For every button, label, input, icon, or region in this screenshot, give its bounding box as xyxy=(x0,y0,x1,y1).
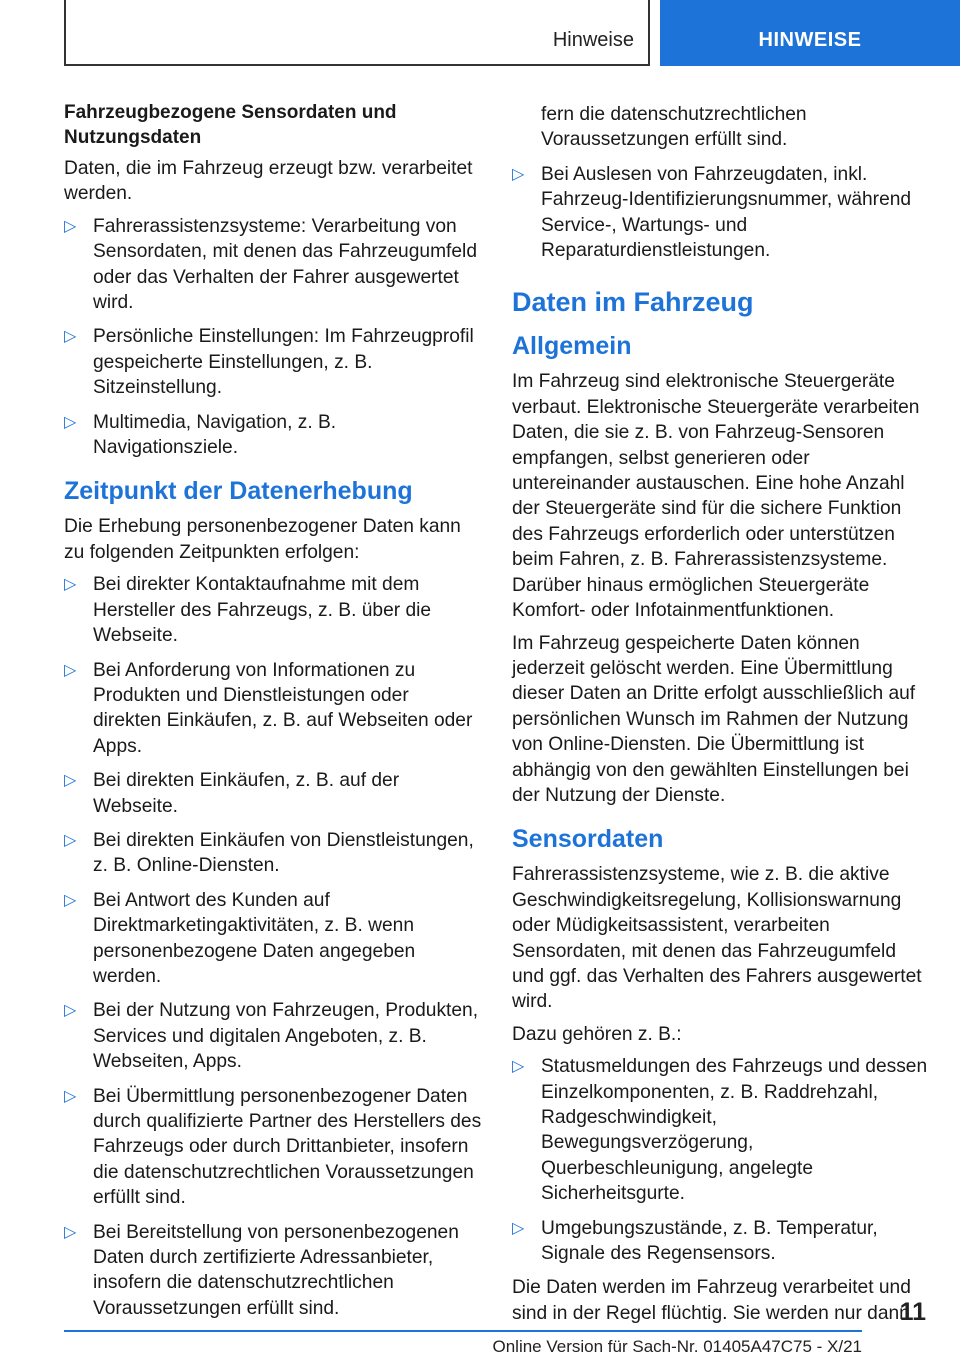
online-version-note: Online Version für Sach-Nr. 01405A47C75 - X/21 xyxy=(492,1337,862,1356)
triangle-bullet-icon: ▷ xyxy=(512,1058,525,1076)
list-item: ▷ Fahrerassistenzsysteme: Verarbeitung von Sensordaten, mit denen das Fahrzeugumfeld oder das Verhalten der Fahrer ausgewertet wird. xyxy=(64,215,477,314)
triangle-bullet-icon: ▷ xyxy=(64,661,77,679)
sensor-data-paragraph: Fahrerassistenzsysteme, wie z. B. die aktive Geschwindigkeitsregelung, Kollisionswarnung oder Müdigkeitsassistent, verarbeiten Sensordaten, mit denen das Fahrzeugumfeld und ggf. das Verhalten des Fahrers ausgewertet wird. xyxy=(512,864,922,1013)
sensor-usage-list xyxy=(64,214,482,461)
footer-divider xyxy=(64,1330,862,1332)
right-column xyxy=(512,102,932,1333)
processing-paragraph: Die Daten werden im Fahrzeug verarbeitet und sind in der Regel flüchtig. Sie werden nur dann xyxy=(512,1277,911,1324)
triangle-bullet-icon: ▷ xyxy=(64,1223,77,1241)
triangle-bullet-icon: ▷ xyxy=(64,576,77,594)
list-item: ▷ Persönliche Einstellungen: Im Fahrzeugprofil gespeicherte Einstellungen, z. B. Sitzeinstellung. xyxy=(64,326,474,399)
list-item: ▷ Bei Übermittlung personenbezogener Daten durch qualifizierte Partner des Herstellers des Fahrzeugs oder durch Drittanbieter, insofern die datenschutzrechtlichen Voraussetzungen erfüllt sind. xyxy=(64,1085,482,1209)
list-item: ▷ Bei Bereitstellung von personenbezogenen Daten durch zertifizierte Adressanbieter, insofern die datenschutzrechtlichen Voraussetzungen erfüllt sind. xyxy=(64,1221,459,1319)
list-item: ▷ Statusmeldungen des Fahrzeugs und dessen Einzelkomponenten, z. B. Raddrehzahl, Radgeschwindigkeit, Bewegungsverzögerung, Querbeschleunigung, angelegte Sicherheitsgurte. xyxy=(512,1056,928,1205)
collection-time-heading: Zeitpunkt der Datenerhebung xyxy=(64,477,413,506)
sensor-usage-heading: Fahrzeugbezogene Sensordaten und Nutzungsdaten xyxy=(64,102,397,148)
triangle-bullet-icon: ▷ xyxy=(64,413,77,431)
triangle-bullet-icon: ▷ xyxy=(64,1087,77,1105)
list-item: ▷ Bei Antwort des Kunden auf Direktmarketingaktivitäten, z. B. wenn personenbezogene Daten angegeben werden. xyxy=(64,889,416,987)
header-frame xyxy=(64,0,650,66)
vehicle-data-heading: Daten im Fahrzeug xyxy=(512,287,754,318)
triangle-bullet-icon: ▷ xyxy=(64,831,77,849)
list-item: ▷ Bei direkter Kontaktaufnahme mit dem Hersteller des Fahrzeugs, z. B. über die Webseite. xyxy=(64,574,432,647)
bullet-continuation: fern die datenschutzrechtlichen Voraussetzungen erfüllt sind. xyxy=(541,104,807,151)
general-paragraph-2: Im Fahrzeug gespeicherte Daten können jederzeit gelöscht werden. Eine Übermittlung dieser Daten an Dritte erfolgt ausschließlich auf persönlichen Wunsch im Rahmen der Nutzung von Online-Diensten. Die Übermittlung ist abhängig von den gewählten Einstellungen bei der Nutzung der Dienste. xyxy=(512,632,916,806)
triangle-bullet-icon: ▷ xyxy=(512,165,525,183)
left-column xyxy=(64,100,482,1330)
general-paragraph-1: Im Fahrzeug sind elektronische Steuergeräte verbaut. Elektronische Steuergeräte verarbeiten Daten, die sie z. B. von Fahrzeug-Sensoren empfangen, selbst generieren oder untereinander austauschen. Eine hohe Anzahl der Steuergeräte sind für die sichere Funktion des Fahrzeugs erforderlich oder unterstützen beim Fahren, z. B. Fahrerassistenzsysteme. Darüber hinaus ermöglichen Steuergeräte Komfort- oder Infotainmentfunktionen. xyxy=(512,371,920,622)
collection-time-list xyxy=(64,572,482,1321)
triangle-bullet-icon: ▷ xyxy=(512,1219,525,1237)
triangle-bullet-icon: ▷ xyxy=(64,328,77,346)
list-item: ▷ Umgebungszustände, z. B. Temperatur, Signale des Regensensors. xyxy=(512,1217,878,1265)
section-label: Hinweise xyxy=(552,29,634,51)
chapter-tab-label: HINWEISE xyxy=(758,29,862,51)
collection-time-intro: Die Erhebung personenbezogener Daten kann zu folgenden Zeitpunkten erfolgen: xyxy=(64,516,461,563)
list-item: ▷ Bei Auslesen von Fahrzeugdaten, inkl. Fahrzeug-Identifizierungsnummer, während Service-, Wartungs- und Reparaturdienstleistungen. xyxy=(512,163,912,262)
sensor-data-list xyxy=(512,1054,932,1266)
sensor-usage-intro: Daten, die im Fahrzeug erzeugt bzw. verarbeitet werden. xyxy=(64,158,473,205)
sensor-data-heading: Sensordaten xyxy=(512,825,664,854)
list-item: ▷ Bei Anforderung von Informationen zu Produkten und Dienstleistungen oder direkten Einkäufen, z. B. auf Webseiten oder Apps. xyxy=(64,659,473,757)
general-heading: Allgemein xyxy=(512,332,632,361)
chapter-tab[interactable] xyxy=(660,0,960,66)
triangle-bullet-icon: ▷ xyxy=(64,217,77,235)
readout-list xyxy=(512,162,932,264)
list-item: ▷ Bei direkten Einkäufen, z. B. auf der Webseite. xyxy=(64,770,400,817)
sensor-data-includes: Dazu gehören z. B.: xyxy=(512,1023,682,1045)
triangle-bullet-icon: ▷ xyxy=(64,891,77,909)
list-item: ▷ Multimedia, Navigation, z. B. Navigationsziele. xyxy=(64,411,337,459)
list-item: ▷ Bei direkten Einkäufen von Dienstleistungen, z. B. Online-Diensten. xyxy=(64,829,474,877)
list-item: ▷ Bei der Nutzung von Fahrzeugen, Produkten, Services und digitalen Angeboten, z. B. Webseiten, Apps. xyxy=(64,1000,479,1073)
triangle-bullet-icon: ▷ xyxy=(64,1002,77,1020)
page-number: 11 xyxy=(899,1298,926,1326)
triangle-bullet-icon: ▷ xyxy=(64,772,77,790)
